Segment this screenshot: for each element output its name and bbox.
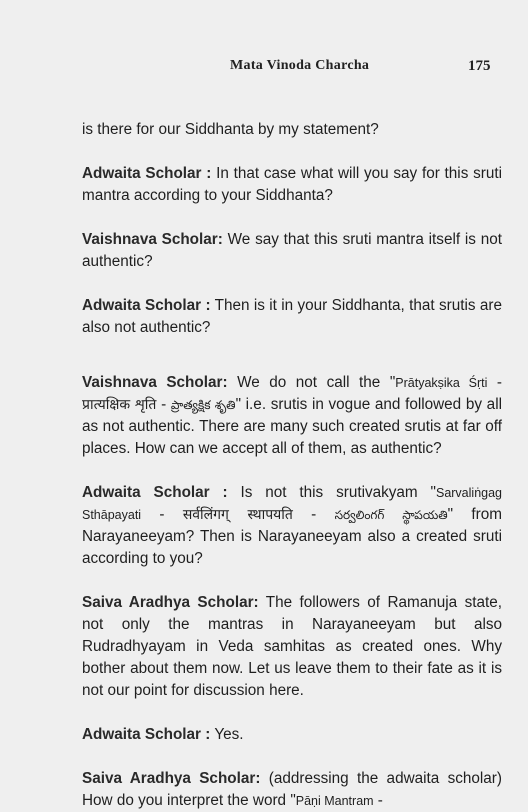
telugu-quote: సర్వలింగగ్ స్థాపయతి (334, 508, 448, 522)
speaker-label: Adwaita Scholar : (82, 297, 211, 314)
devanagari-quote: प्रात्यक्षिक शृति (82, 397, 157, 413)
dialogue-vaishnava-2: Vaishnava Scholar: We do not call the "Prātyakṣika Śṛti - प्रात्यक्षिक शृति - ప్రాత్యక్షిక శృతి" i.e. srutis in vogue and followed by all as not authentic. There are many such created srutis at far off places. How can we accept all of them, as authentic? (82, 374, 502, 457)
speaker-label: Adwaita Scholar : (82, 726, 211, 743)
devanagari-quote: सर्वलिंगग् स्थापयति (182, 507, 293, 523)
speaker-label: Saiva Aradhya Scholar: (82, 770, 261, 787)
page-number: 175 (468, 58, 491, 74)
speaker-label: Vaishnava Scholar: (82, 374, 228, 391)
speaker-label: Vaishnava Scholar: (82, 231, 223, 248)
paragraph-continuation: is there for our Siddhanta by my statement? (82, 121, 379, 138)
speaker-label: Adwaita Scholar : (82, 165, 212, 182)
speaker-label: Saiva Aradhya Scholar: (82, 594, 259, 611)
dialogue-adwaita-3: Adwaita Scholar : Is not this srutivakyam "Sarvaliṅgag Sthāpayati - सर्वलिंगग् स्थापयति - సర్వలింగగ్ స్థాపయతి" from Narayaneeyam? Then is Narayaneeyam also a created sruti according to you? (82, 484, 502, 567)
body-text (82, 119, 502, 812)
dialogue-adwaita-4: Adwaita Scholar : Yes. (82, 726, 244, 743)
dialogue-adwaita-2: Adwaita Scholar : Then is it in your Siddhanta, that srutis are also not authentic? (82, 297, 502, 336)
telugu-quote: ప్రాత్యక్షిక శృతి (170, 398, 236, 412)
dialogue-saiva-2: Saiva Aradhya Scholar: (addressing the adwaita scholar) How do you interpret the word "Pāṇi Mantram - (82, 770, 502, 809)
speaker-label: Adwaita Scholar : (82, 484, 228, 501)
dialogue-adwaita-1: Adwaita Scholar : In that case what will you say for this sruti mantra according to your Siddhanta? (82, 165, 502, 204)
dialogue-saiva-1: Saiva Aradhya Scholar: The followers of Ramanuja state, not only the mantras in Narayaneeyam but also Rudradhyayam in Veda samhitas as created ones. Why bother about them now. Let us leave them to their fate as it is not our point for discussion here. (82, 594, 502, 699)
running-header-title: Mata Vinoda Charcha (230, 58, 370, 73)
dialogue-vaishnava-1: Vaishnava Scholar: We say that this sruti mantra itself is not authentic? (82, 231, 502, 270)
